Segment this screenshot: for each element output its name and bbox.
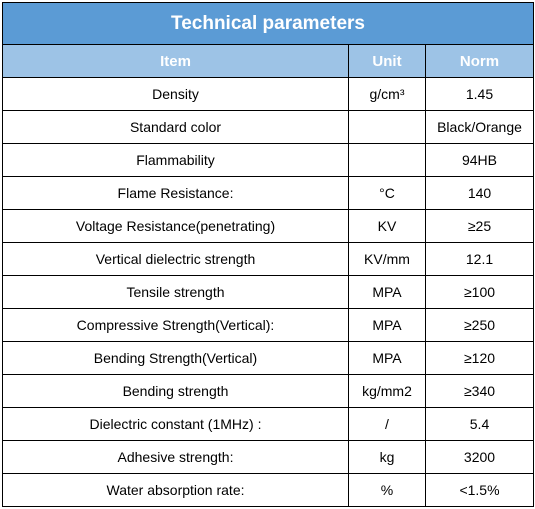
- unit-cell: %: [349, 474, 426, 507]
- item-cell: Voltage Resistance(penetrating): [3, 210, 349, 243]
- norm-cell: ≥340: [426, 375, 534, 408]
- item-cell: Bending strength: [3, 375, 349, 408]
- item-cell: Flammability: [3, 144, 349, 177]
- unit-cell: °C: [349, 177, 426, 210]
- unit-cell: [349, 144, 426, 177]
- norm-cell: ≥250: [426, 309, 534, 342]
- table-row: [3, 243, 534, 276]
- item-cell: Adhesive strength:: [3, 441, 349, 474]
- table-title: Technical parameters: [3, 3, 534, 45]
- item-cell: Vertical dielectric strength: [3, 243, 349, 276]
- norm-cell: ≥25: [426, 210, 534, 243]
- unit-cell: MPA: [349, 276, 426, 309]
- item-cell: Standard color: [3, 111, 349, 144]
- unit-cell: kg/mm2: [349, 375, 426, 408]
- unit-cell: /: [349, 408, 426, 441]
- unit-cell: kg: [349, 441, 426, 474]
- table-row: [3, 210, 534, 243]
- table-row: [3, 342, 534, 375]
- column-header-row: [3, 45, 534, 78]
- unit-cell: MPA: [349, 309, 426, 342]
- column-header-norm: Norm: [426, 45, 534, 78]
- table-row: [3, 276, 534, 309]
- unit-cell: KV/mm: [349, 243, 426, 276]
- technical-parameters-table: [2, 2, 534, 507]
- norm-cell: ≥100: [426, 276, 534, 309]
- norm-cell: 12.1: [426, 243, 534, 276]
- norm-cell: 5.4: [426, 408, 534, 441]
- item-cell: Flame Resistance:: [3, 177, 349, 210]
- table-row: [3, 177, 534, 210]
- norm-cell: 1.45: [426, 78, 534, 111]
- table-row: [3, 375, 534, 408]
- norm-cell: ≥120: [426, 342, 534, 375]
- norm-cell: Black/Orange: [426, 111, 534, 144]
- table-row: [3, 309, 534, 342]
- table-row: [3, 441, 534, 474]
- table-row: [3, 144, 534, 177]
- table-row: [3, 408, 534, 441]
- item-cell: Bending Strength(Vertical): [3, 342, 349, 375]
- norm-cell: 3200: [426, 441, 534, 474]
- item-cell: Tensile strength: [3, 276, 349, 309]
- item-cell: Dielectric constant (1MHz) :: [3, 408, 349, 441]
- norm-cell: 140: [426, 177, 534, 210]
- column-header-unit: Unit: [349, 45, 426, 78]
- norm-cell: <1.5%: [426, 474, 534, 507]
- unit-cell: KV: [349, 210, 426, 243]
- item-cell: Density: [3, 78, 349, 111]
- norm-cell: 94HB: [426, 144, 534, 177]
- item-cell: Water absorption rate:: [3, 474, 349, 507]
- unit-cell: MPA: [349, 342, 426, 375]
- unit-cell: [349, 111, 426, 144]
- item-cell: Compressive Strength(Vertical):: [3, 309, 349, 342]
- unit-cell: g/cm³: [349, 78, 426, 111]
- column-header-item: Item: [3, 45, 349, 78]
- table-row: [3, 78, 534, 111]
- table-row: [3, 474, 534, 507]
- table-row: [3, 111, 534, 144]
